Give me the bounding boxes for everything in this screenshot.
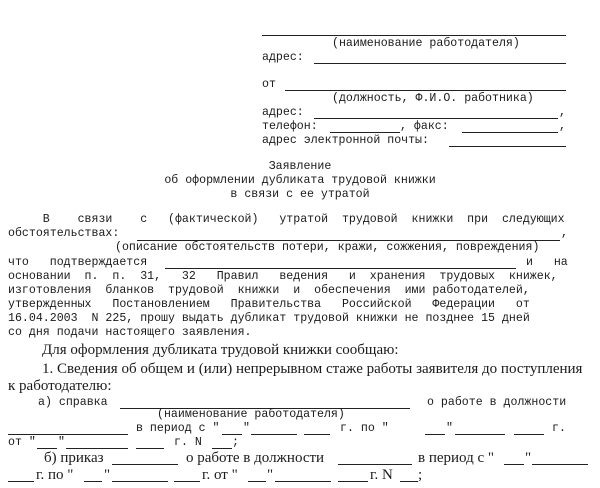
item-b-semicolon: ; <box>418 467 423 483</box>
item-a-end-year[interactable] <box>514 434 544 435</box>
item-a-doc-year[interactable] <box>136 448 164 449</box>
item-a-end-day[interactable] <box>425 434 445 435</box>
item-1-line-2: к работодателю: <box>8 378 112 394</box>
item-b-doc-month[interactable] <box>275 481 331 482</box>
item-1-line-1: 1. Сведения об общем и (или) непрерывном стаже работы заявителя до поступления <box>42 361 583 377</box>
body-line-5: основании п. п. 31, 32 Правил ведения и хранения трудовых книжек, <box>8 270 558 283</box>
circumstances-comma: , <box>561 227 568 240</box>
fax-label: , факс: <box>400 120 449 133</box>
body-line-7: утвержденных Постановлением Правительства Российской Федерации от <box>8 298 530 311</box>
item-a-quote-1: " <box>243 422 250 435</box>
document-title: Заявление <box>268 160 332 173</box>
item-a-semicolon: ; <box>232 436 239 449</box>
circumstances-caption: (описание обстоятельств потери, кражи, сожжения, повреждения) <box>115 241 540 254</box>
item-b-doc-year[interactable] <box>338 481 368 482</box>
confirmed-by-label: что подтверждается <box>8 256 148 269</box>
item-a-end-month[interactable] <box>455 434 505 435</box>
item-a-num-label: г. N <box>174 436 202 449</box>
document-subtitle-2: в связи с ее утратой <box>230 188 370 201</box>
body-line-1: В связи с (фактической) утратой трудовой книжки при следующих <box>8 213 565 226</box>
employee-address-field[interactable] <box>314 118 558 119</box>
item-b-position-label: о работе в должности <box>186 450 325 466</box>
fax-comma: , <box>559 120 566 133</box>
from-label: от <box>262 78 276 91</box>
item-b-period-from: в период с " <box>418 450 495 466</box>
item-a-position-field[interactable] <box>8 434 128 435</box>
item-b-year-to: г. по " <box>36 467 74 483</box>
item-b-end-day[interactable] <box>84 481 102 482</box>
item-b-end-month[interactable] <box>112 481 168 482</box>
email-label: адрес электронной почты: <box>262 134 429 147</box>
employer-address-field[interactable] <box>314 63 566 64</box>
employee-from-field[interactable] <box>285 90 566 91</box>
body-line-6: изготовления бланков трудовой книжки и обеспечения ими работодателей, <box>8 284 530 297</box>
body-line-9: со дня подачи настоящего заявления. <box>8 326 252 339</box>
item-a-quote-3: " <box>58 436 65 449</box>
employer-name-field[interactable] <box>262 35 566 36</box>
item-a-from-label: от " <box>8 436 36 449</box>
body-line-8: 16.04.2003 N 225, прошу выдать дубликат трудовой книжки не позднее 15 дней <box>8 312 530 325</box>
item-a-period-from: в период с " <box>136 422 220 435</box>
circumstances-label: обстоятельствах: <box>8 227 120 240</box>
employer-name-caption: (наименование работодателя) <box>332 37 520 50</box>
item-a-position-label: о работе в должности <box>427 396 567 409</box>
item-a-employer-caption: (наименование работодателя) <box>157 408 345 421</box>
item-a-start-day[interactable] <box>222 434 242 435</box>
confirmed-by-field[interactable] <box>165 268 516 269</box>
section-intro: Для оформления дубликата трудовой книжки сообщаю: <box>42 342 399 358</box>
item-a-start-month[interactable] <box>251 434 297 435</box>
email-field[interactable] <box>449 146 566 147</box>
item-b-year-from: г. от " <box>202 467 238 483</box>
fax-field[interactable] <box>462 132 558 133</box>
item-b-start-year[interactable] <box>8 481 34 482</box>
item-b-end-year[interactable] <box>174 481 200 482</box>
phone-label: телефон: <box>262 120 318 133</box>
item-b-label: б) приказ <box>44 450 104 466</box>
item-b-quote-1: " <box>525 450 532 466</box>
item-b-doc-day[interactable] <box>248 481 266 482</box>
item-a-quote-2: " <box>446 422 453 435</box>
item-a-start-year[interactable] <box>304 434 330 435</box>
item-b-start-month[interactable] <box>532 464 588 465</box>
item-b-num-label: г. N <box>370 467 393 483</box>
item-a-year-end: г. <box>552 422 566 435</box>
item-a-doc-number[interactable] <box>212 448 232 449</box>
phone-field[interactable] <box>330 132 400 133</box>
item-a-doc-day[interactable] <box>37 448 57 449</box>
confirmed-by-end: и на <box>526 256 568 269</box>
item-b-order-field[interactable] <box>112 464 178 465</box>
item-b-start-day[interactable] <box>504 464 524 465</box>
employee-address-label: адрес: <box>262 106 304 119</box>
item-a-label: а) справка <box>38 396 108 409</box>
item-a-doc-month[interactable] <box>66 448 128 449</box>
item-b-quote-3: " <box>267 467 274 483</box>
employee-caption: (должность, Ф.И.О. работника) <box>332 92 534 105</box>
item-b-position-field[interactable] <box>338 464 412 465</box>
employer-address-label: адрес: <box>262 51 304 64</box>
item-a-year-to: г. по " <box>340 422 389 435</box>
item-b-doc-number[interactable] <box>400 481 418 482</box>
item-b-quote-2: " <box>104 467 111 483</box>
address-comma: , <box>559 106 566 119</box>
document-subtitle: об оформлении дубликата трудовой книжки <box>164 174 436 187</box>
